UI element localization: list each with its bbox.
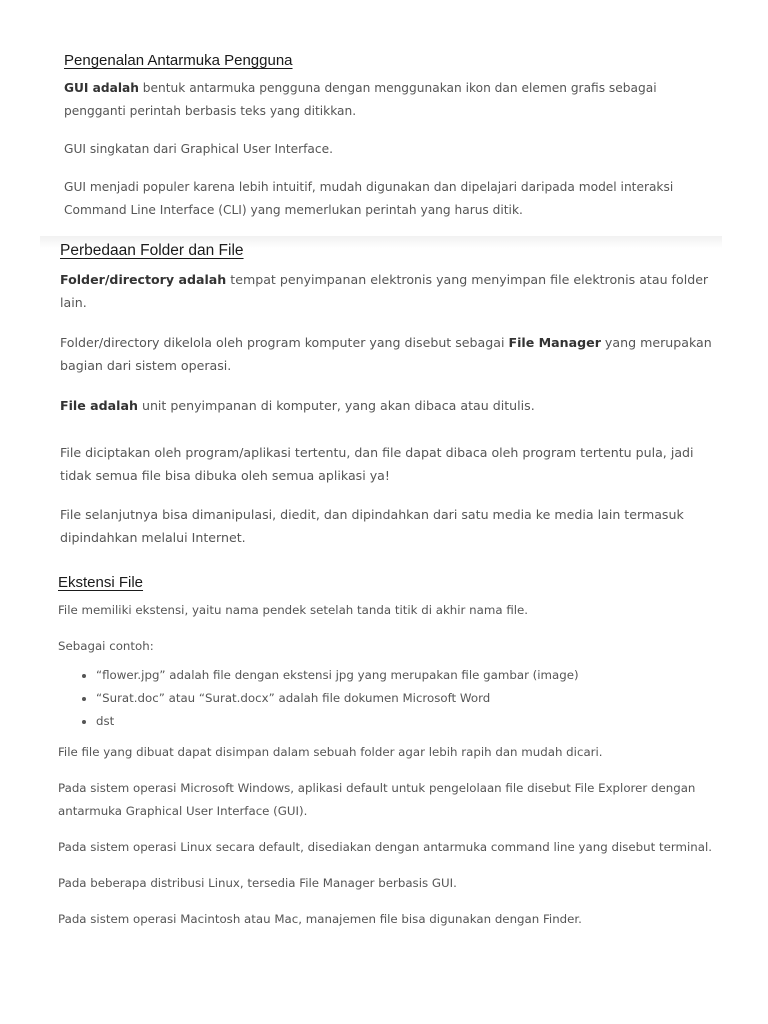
section-folder-file	[60, 242, 722, 549]
paragraph	[60, 331, 722, 377]
paragraph: File selanjutnya bisa dimanipulasi, diedit, dan dipindahkan dari satu media ke media lain termasuk dipindahkan melalui Internet.	[60, 507, 684, 545]
paragraph: Pada sistem operasi Macintosh atau Mac, manajemen file bisa digunakan dengan Finder.	[58, 912, 582, 926]
section-gui-intro	[64, 52, 704, 237]
list-item: • “flower.jpg” adalah file dengan ekstensi jpg yang merupakan file gambar (image)	[96, 664, 718, 687]
paragraph	[60, 268, 722, 314]
paragraph	[64, 77, 704, 123]
paragraph: Sebagai contoh:	[58, 639, 154, 653]
bold-term: GUI adalah	[64, 81, 139, 95]
paragraph: Pada sistem operasi Microsoft Windows, aplikasi default untuk pengelolaan file disebut File Explorer dengan antarmuka Graphical User Interface (GUI).	[58, 781, 696, 818]
example-list	[58, 664, 718, 733]
list-item: • “Surat.doc” atau “Surat.docx” adalah file dokumen Microsoft Word	[96, 687, 718, 710]
paragraph: File file yang dibuat dapat disimpan dalam sebuah folder agar lebih rapih dan mudah dicari.	[58, 745, 603, 759]
paragraph: Pada sistem operasi Linux secara default, disediakan dengan antarmuka command line yang disebut terminal.	[58, 840, 713, 854]
paragraph-text: tempat penyimpanan elektronis yang menyimpan file elektronis atau folder lain.	[60, 272, 709, 310]
paragraph: GUI menjadi populer karena lebih intuitif, mudah digunakan dan dipelajari daripada model interaksi Command Line Interface (CLI) yang memerlukan perintah yang harus ditik.	[64, 180, 674, 217]
bold-term: Folder/directory adalah	[60, 272, 227, 287]
paragraph: File memiliki ekstensi, yaitu nama pendek setelah tanda titik di akhir nama file.	[58, 603, 529, 617]
section-heading: Perbedaan Folder dan File	[60, 242, 244, 259]
bold-term: File Manager	[508, 335, 601, 350]
section-heading: Pengenalan Antarmuka Pengguna	[64, 52, 293, 69]
paragraph: File diciptakan oleh program/aplikasi tertentu, dan file dapat dibaca oleh program tertentu pula, jadi tidak semua file bisa dibuka oleh semua aplikasi ya!	[60, 445, 694, 483]
paragraph-text: Folder/directory dikelola oleh program komputer yang disebut sebagai	[60, 335, 509, 350]
paragraph	[60, 394, 722, 417]
section-heading: Ekstensi File	[58, 574, 144, 591]
paragraph-text: unit penyimpanan di komputer, yang akan dibaca atau ditulis.	[137, 398, 535, 413]
paragraph-text: bentuk antarmuka pengguna dengan menggunakan ikon dan elemen grafis sebagai pengganti perintah berbasis teks yang ditikkan.	[64, 81, 657, 118]
section-file-extension	[58, 574, 718, 944]
paragraph-text: yang merupakan bagian dari sistem operasi.	[60, 335, 712, 373]
bold-term: File adalah	[60, 398, 138, 413]
paragraph: Pada beberapa distribusi Linux, tersedia File Manager berbasis GUI.	[58, 876, 457, 890]
list-item: • dst	[96, 710, 718, 733]
paragraph: GUI singkatan dari Graphical User Interface.	[64, 142, 333, 156]
